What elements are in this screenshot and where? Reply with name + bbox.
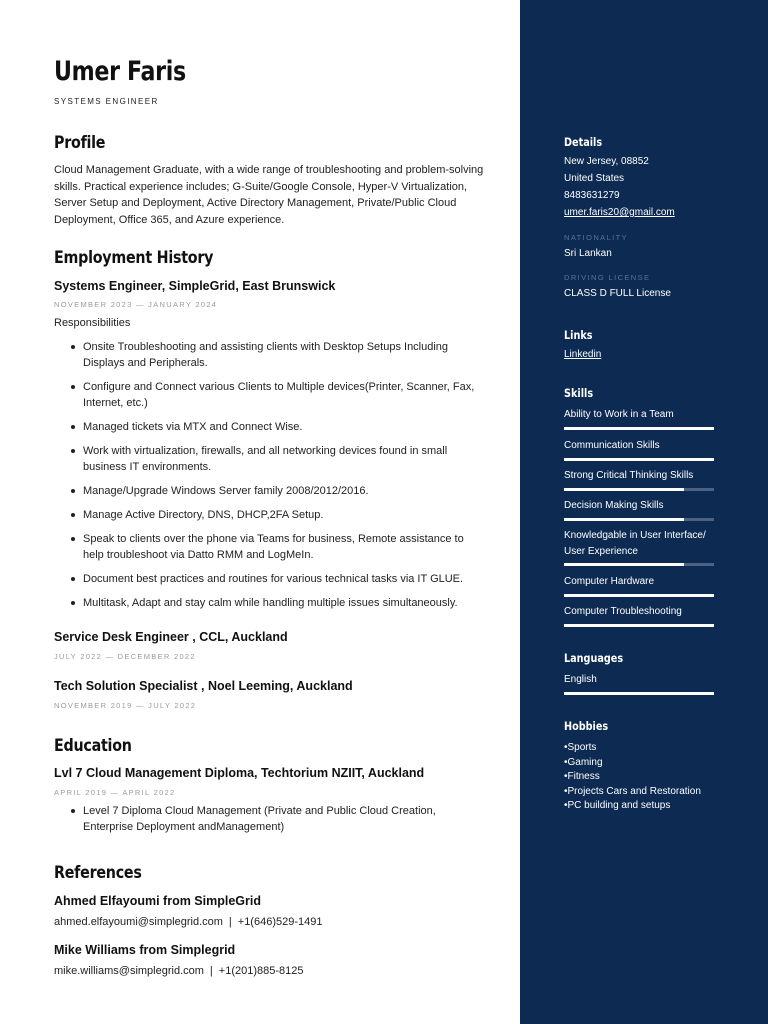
skill-name: Decision Making Skills bbox=[564, 500, 664, 511]
profile-text: Cloud Management Graduate, with a wide range of troubleshooting and problem-solving skills. Practical experience includes; G-Suite/Google Console, Hyper-V Virtualization, Server Setup and Deployment, Active Directory Management, Private/Public Cloud Deployment, Office 365, and Azure experience. bbox=[54, 164, 484, 226]
skill-item bbox=[564, 468, 714, 491]
skill-item bbox=[564, 604, 714, 627]
list-item: Document best practices and routines for various technical tasks via IT GLUE. bbox=[54, 571, 484, 587]
list-item: Onsite Troubleshooting and assisting clients with Desktop Setups Including Displays and Peripherals. bbox=[54, 339, 484, 371]
list-item: •Sports bbox=[564, 742, 597, 753]
hobbies-heading: Hobbies bbox=[564, 719, 609, 733]
list-item: Manage/Upgrade Windows Server family 2008/2012/2016. bbox=[54, 483, 484, 499]
education-list bbox=[54, 803, 484, 843]
skill-level-bar bbox=[564, 518, 714, 521]
reference-email: ahmed.elfayoumi@simplegrid.com bbox=[54, 916, 223, 928]
reference-phone: +1(646)529-1491 bbox=[237, 916, 323, 928]
job-title: Service Desk Engineer , CCL, Auckland bbox=[54, 630, 288, 644]
skill-level-fill bbox=[564, 594, 714, 597]
responsibilities-label: Responsibilities bbox=[54, 317, 131, 329]
phone-number: 8483631279 bbox=[564, 190, 620, 201]
skill-item bbox=[564, 498, 714, 521]
candidate-name: Umer Faris bbox=[54, 56, 186, 87]
job-dates: NOVEMBER 2023 — JANUARY 2024 bbox=[54, 300, 218, 309]
skill-level-bar bbox=[564, 427, 714, 430]
language-name: English bbox=[564, 674, 597, 685]
skill-level-fill bbox=[564, 458, 714, 461]
links-heading: Links bbox=[564, 328, 593, 342]
language-level-fill bbox=[564, 692, 714, 695]
education-title: Lvl 7 Cloud Management Diploma, Techtorium NZIIT, Auckland bbox=[54, 766, 425, 780]
list-item: Multitask, Adapt and stay calm while handling multiple issues simultaneously. bbox=[54, 595, 484, 611]
responsibilities-list bbox=[54, 339, 484, 619]
license-value: CLASS D FULL License bbox=[564, 288, 671, 299]
reference-name: Mike Williams from Simplegrid bbox=[54, 943, 236, 957]
job-dates: JULY 2022 — DECEMBER 2022 bbox=[54, 652, 196, 661]
skill-item bbox=[564, 438, 714, 461]
nationality-label: NATIONALITY bbox=[564, 233, 629, 242]
skill-level-fill bbox=[564, 563, 684, 566]
skill-name: Ability to Work in a Team bbox=[564, 409, 674, 420]
skill-name: Communication Skills bbox=[564, 440, 660, 451]
skill-level-fill bbox=[564, 518, 684, 521]
list-item: Manage Active Directory, DNS, DHCP,2FA Setup. bbox=[54, 507, 484, 523]
list-item: Configure and Connect various Clients to Multiple devices(Printer, Scanner, Fax, Internet, etc.) bbox=[54, 379, 484, 411]
email-link[interactable]: umer.faris20@gmail.com bbox=[564, 207, 675, 218]
job-title: Systems Engineer, SimpleGrid, East Brunswick bbox=[54, 279, 336, 293]
nationality-value: Sri Lankan bbox=[564, 248, 612, 259]
list-item: Speak to clients over the phone via Teams for business, Remote assistance to help troubleshoot via Datto RMM and LogMeIn. bbox=[54, 531, 484, 563]
list-item: •Projects Cars and Restoration bbox=[564, 785, 701, 797]
details-heading: Details bbox=[564, 135, 603, 149]
reference-contact bbox=[54, 916, 322, 928]
skills-heading: Skills bbox=[564, 386, 594, 400]
profile-heading: Profile bbox=[54, 133, 106, 153]
education-dates: APRIL 2019 — APRIL 2022 bbox=[54, 788, 176, 797]
reference-phone: +1(201)885-8125 bbox=[218, 965, 304, 977]
employment-heading: Employment History bbox=[54, 248, 214, 268]
job-title: Tech Solution Specialist , Noel Leeming, Auckland bbox=[54, 679, 353, 693]
skill-name: Computer Troubleshooting bbox=[564, 606, 682, 617]
list-item: •Gaming bbox=[564, 756, 603, 768]
skill-item bbox=[564, 574, 714, 597]
address-line-2: United States bbox=[564, 173, 625, 184]
skill-level-bar bbox=[564, 458, 714, 461]
license-label: DRIVING LICENSE bbox=[564, 273, 651, 282]
skill-level-fill bbox=[564, 427, 714, 430]
list-item: Level 7 Diploma Cloud Management (Private and Public Cloud Creation, Enterprise Deployment andManagement) bbox=[54, 803, 484, 835]
education-heading: Education bbox=[54, 736, 132, 756]
skill-level-bar bbox=[564, 488, 714, 491]
list-item: •Fitness bbox=[564, 771, 600, 782]
address-line-1: New Jersey, 08852 bbox=[564, 156, 649, 167]
reference-email: mike.williams@simplegrid.com bbox=[54, 965, 204, 977]
reference-name: Ahmed Elfayoumi from SimpleGrid bbox=[54, 894, 261, 908]
skill-name: Strong Critical Thinking Skills bbox=[564, 470, 694, 481]
job-dates: NOVEMBER 2019 — JULY 2022 bbox=[54, 701, 197, 710]
list-item: Work with virtualization, firewalls, and all networking devices found in small business IT environments. bbox=[54, 443, 484, 475]
list-item: Managed tickets via MTX and Connect Wise. bbox=[54, 419, 484, 435]
languages-heading: Languages bbox=[564, 651, 624, 665]
skill-level-bar bbox=[564, 594, 714, 597]
hobbies-list bbox=[564, 741, 701, 814]
skill-level-fill bbox=[564, 624, 714, 627]
skill-item bbox=[564, 528, 714, 566]
skill-level-bar bbox=[564, 563, 714, 566]
separator: | bbox=[228, 916, 232, 928]
language-level-bar bbox=[564, 692, 714, 695]
skill-level-bar bbox=[564, 624, 714, 627]
separator: | bbox=[209, 965, 213, 977]
language-item bbox=[564, 672, 714, 695]
skill-name: Computer Hardware bbox=[564, 576, 655, 587]
skill-name: Knowledgable in User Interface/ User Experience bbox=[564, 530, 706, 557]
list-item: •PC building and setups bbox=[564, 800, 671, 811]
reference-contact bbox=[54, 965, 304, 977]
candidate-title: SYSTEMS ENGINEER bbox=[54, 97, 159, 106]
references-heading: References bbox=[54, 863, 142, 883]
skill-level-fill bbox=[564, 488, 684, 491]
linkedin-link[interactable]: Linkedin bbox=[564, 349, 602, 360]
skill-item bbox=[564, 407, 714, 430]
